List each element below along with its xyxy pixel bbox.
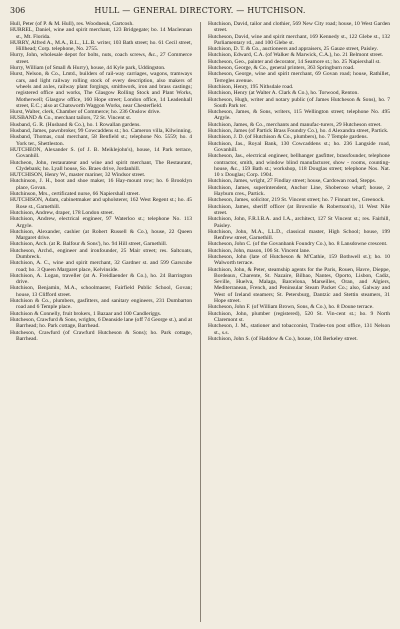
directory-entry: Hutcheson, J. M., stationer and tobacconist, Trades-ton post office, 131 Nelson st., s.s. (208, 323, 390, 336)
running-header (10, 5, 390, 17)
directory-entry: Hutchison, Edward, C.A. (of Walker & Marwick, C.A.), ho. 21 Belmont street. (208, 52, 384, 59)
directory-entry: Hutchison, Henry, 195 Nithsdale road. (208, 83, 294, 90)
directory-entry: Hutchison, John, plumber (registered), 520 St. Vin-cent st.; ho. 9 North Claremont st. (208, 310, 390, 323)
directory-entry: Hutchison, David, tailor and clothier, 569 New City road; house, 10 West Garden street. (208, 21, 390, 34)
directory-entry: Hutchison, John, mason, 106 St. Vincent lane. (208, 247, 311, 254)
directory-entry: Hutchison, John S. (of Haddow & Co.), house, 104 Berkeley street. (208, 335, 358, 342)
directory-entry: Hutchison, Andrew, electrical engineer, 97 Waterloo st.; telephone No. 113 Argyle. (10, 216, 192, 229)
directory-entry: Hurst, Nelson, & Co., Lmtd., builders of rail-way carriages, wagons, tramways cars, and light railway rolling stock of every description, also makers of wheels and axles, railway plant forgings, smithwork, iron and brass castings; registered office and works, The Glasgow Rolling Stock and Plant Works, Motherwell; Glasgow office, 160 Hope street; London office, 14 Leadenhall street, E.C.; also at Chatsworth Waggon Works, near Chesterfield. (10, 71, 192, 109)
directory-entry: Hutcheson, Jas., electrical engineer, bellhanger gasfitter, brassfounder, telephone contractor, smith, and window blind manufacturer, show - rooms, counting-house, &c., 159 Bath st.; workshop, 118 Douglas street; telephone Nos. Nat. 10 x Douglas; Corp. 1904. (208, 153, 390, 179)
directory-entry: Hull, Peter (of P. & M. Hull), res. Woodneuk, Gartcosh. (10, 21, 134, 27)
directory-entry: Hurry, William (of Small & Hurry), house, 44 Kyle park, Uddingston. (10, 65, 166, 72)
directory-entry: Hutchison, Benjamin, M.A., schoolmaster, Fairfield Public School, Govan; house, 13 Clifford street. (10, 285, 192, 298)
directory-entry: Hutcheson, John (late of Hutcheson & M'Cathie, 159 Bothwell st.); ho. 10 Walworth terrace. (208, 253, 390, 267)
directory-entry: Hutchison, John, F.R.I.B.A. and I.A., architect, 127 St Vincent st.; res. Fairhill, Paisley. (208, 216, 390, 229)
column-divider (200, 22, 201, 622)
directory-entry: Hutcheson, Archd., engineer and ironfounder, 25 Mair street; res. Saltcoats, Dumbreck. (10, 247, 192, 260)
directory-entry: Hutchison, A. Logan, traveller (at A. Freidlaender & Co.), ho. 24 Barrington drive. (10, 272, 192, 286)
directory-entry: Hutchison, Andrew, draper, 178 London street. (10, 209, 115, 216)
directory-entry: Hutchison, Henry (at Walter A. Clark & Co.), ho. Torwood, Renton. (208, 90, 359, 97)
directory-entry: HUSBAND & Co., merchant tailors, 72 St. Vincent st. (10, 115, 132, 122)
directory-entry: Hutchison, James, & Co., merchants and manufac-turers, 29 Hutcheson street. (208, 121, 382, 128)
directory-entry: HUTCHISON, Henry W., master mariner, 32 Windsor street. (10, 172, 146, 179)
directory-entry: Hutchison, Arch. (at R. Balfour & Sons'), ho. 94 Hill street, Garnethill. (10, 241, 168, 248)
directory-entry: Hutchison, D. T. & Co., auctioneers and appraisers, 25 Gauze street, Paisley. (208, 46, 378, 53)
directory-entry: Husband, Thomas, coal merchant, 58 Benfield st.; telephone No. 5559; ho. 4 York ter., Shettleston. (10, 134, 192, 147)
directory-entry: Hutcheon, John, restaurateur and wine and spirit merchant, The Restaurant, Clydebank; ho. Lyall house, So. Braes drive, Jordanhill. (10, 159, 192, 172)
directory-entry: Hutcheson, Crawfurd (of Crawfurd Hutcheson & Sons); ho. Park cottage, Barrhead. (10, 329, 192, 342)
directory-entry: Hutchison, James (of Partick Brass Foundry Co.), ho. 4 Alexandra street, Partick. (208, 128, 389, 135)
right-column (208, 21, 390, 623)
directory-entry: Hutchinson, J. H., boot and shoe maker, 16 Hay-mount row; ho. 6 Brooklyn place, Govan. (10, 178, 192, 191)
page-number: 306 (10, 6, 26, 15)
directory-entry: Hutchison & Co., plumbers, gasfitters, and sanitary engineers, 231 Dumbarton road and 6 Temple place. (10, 298, 192, 311)
directory-entry: Hutcheson, James, & Sons, writers, 115 Wellington street; telephone No. 495 Argyle. (208, 109, 390, 122)
directory-entry: Hutchison, Jas., Royal Bank, 130 Cowcaddens st.; ho. 236 Langside road, Govanhill. (208, 140, 390, 153)
directory-entry: Hutchison, James, wright, 27 Findlay street; house, Cardowan road, Stepps. (208, 178, 377, 185)
directory-entry: HURRY, Alfred A., M.A., B.L., LL.B. writer, 103 Bath street; ho. 61 Cecil street, Hillhead; Corp. telephone, No. 2755. (10, 39, 192, 53)
directory-entry: HUTCHISON, Adam, cabinetmaker and upholsterer, 162 West Regent st.; ho. 45 Rose st., Garnethill. (10, 197, 192, 210)
directory-entry: Hutchison, John, M.A., LL.D., classical master, High School; house, 199 Renfrew street, Garnethill. (208, 228, 390, 242)
directory-entry: Husband, G. R. (Husband & Co.), ho. 1 Rowallan gardens. (10, 121, 141, 128)
directory-entry: Hutchison, Alexander, cashier (at Robert Russell & Co.), house, 22 Queen Margaret drive. (10, 228, 192, 242)
directory-entry: Hutcheson, George, & Co., general printers, 363 Springburn road. (208, 65, 355, 72)
directory-entry: Hutchison, James, superintendent, Anchor Line, Shoberoso wharf; house, 2 Hayburn cres., Partick. (208, 184, 390, 198)
directory-entry: Hutcheson, John C. (of the Govanbank Foundry Co.), ho. 8 Lansdowne crescent. (208, 241, 388, 248)
directory-entry: Hutcheson, George, wine and spirit merchant, 69 Govan road; house, Rathillet, Terregles avenue. (208, 71, 390, 84)
directory-entry: HUTCHEON, Alexander S. (of J. B. Meiklejohn's), house, 14 Park terrace, Govanhill. (10, 146, 192, 160)
directory-entry: Hutcheson, Crawfurd & Sons, wrights, 6 Deanside lane (off 74 George st.), and at Barrhead; ho. Park cottage, Barrhead. (10, 316, 192, 330)
directory-entry: Hutchinson, Mrs., certificated nurse, 66 Napiershall street. (10, 191, 140, 198)
directory-entry: Hutcheson, Geo., painter and decorator, 14 Seamore st.; ho. 25 Napiershall st. (208, 58, 381, 65)
directory-entry: Hutcheson, David, wine and spirit merchant, 169 Kennedy st., 122 Glebe st., 132 Parliamentary rd., and 100 Glebe st. (208, 33, 390, 46)
directory-entry: Hutchison, James, sheriff officer (at Brownlie & Robertson's), 11 West Nile street. (208, 203, 390, 216)
directory-entry: Hutchison & Connelly, fruit brokers, 1 Bazaar and 100 Candleriggs. (10, 310, 162, 317)
directory-entry: Hutcheson, Hugh, writer and notary public (of James Hutcheson & Sons), ho. 7 South Park ter. (208, 96, 390, 109)
directory-entry: Hutchison, A. C., wine and spirit merchant, 32 Gardner st. and 599 Garscube road; ho. 3 Queen Margaret place, Kelvinside. (10, 260, 192, 273)
left-column (10, 21, 192, 623)
directory-entry: Hurry, John, wholesale depot for bolts, nuts, coach screws, &c., 27 Commerce street. (10, 52, 192, 65)
directory-entry: Hurst, Walter, clerk, Chamber of Commerce; ho. 236 Onslow drive. (10, 109, 161, 116)
directory-entry: Hutcheson, John F. (of William Brown, Sons, & Co.), ho. 8 Doune terrace. (208, 304, 374, 311)
directory-entry: Husband, James, pawnbroker, 99 Cowcaddens st.; ho. Cameron villa, Kilwinning. (10, 128, 192, 135)
running-title: HULL — GENERAL DIRECTORY. — HUTCHISON. (94, 6, 306, 15)
directory-entry: Hutchison, John, & Peter, steamship agents for the Paris, Rouen, Havre, Dieppe, Bordeaux, Charente, St. Nazaire, Bilbao, Nantes, Oporto, Lisbon, Cadiz, Seville, Huelva, Malaga, Barcelona, Marseilles, Oran, and Algiers, Mediterranean, French, and Peninsular Steam Packet Co.; also, Galway and West of Ireland steamers; St. Petersburg, Dantzic and Stettin steamers, 31 Hope street. (208, 266, 390, 305)
directory-entry: Hutcheson, James, solicitor, 219 St. Vincent street; ho. 7 Finnart ter., Greenock. (208, 197, 385, 204)
directory-entry: Hutchison, J. D. (of Hutchison & Co., plumbers), ho. 7 Temple gardens. (208, 134, 368, 141)
directory-entry: HURREL, Daniel, wine and spirit merchant, 123 Bridgegate; bo. 14 Maclennan st., Mt. Florida. (10, 27, 192, 40)
